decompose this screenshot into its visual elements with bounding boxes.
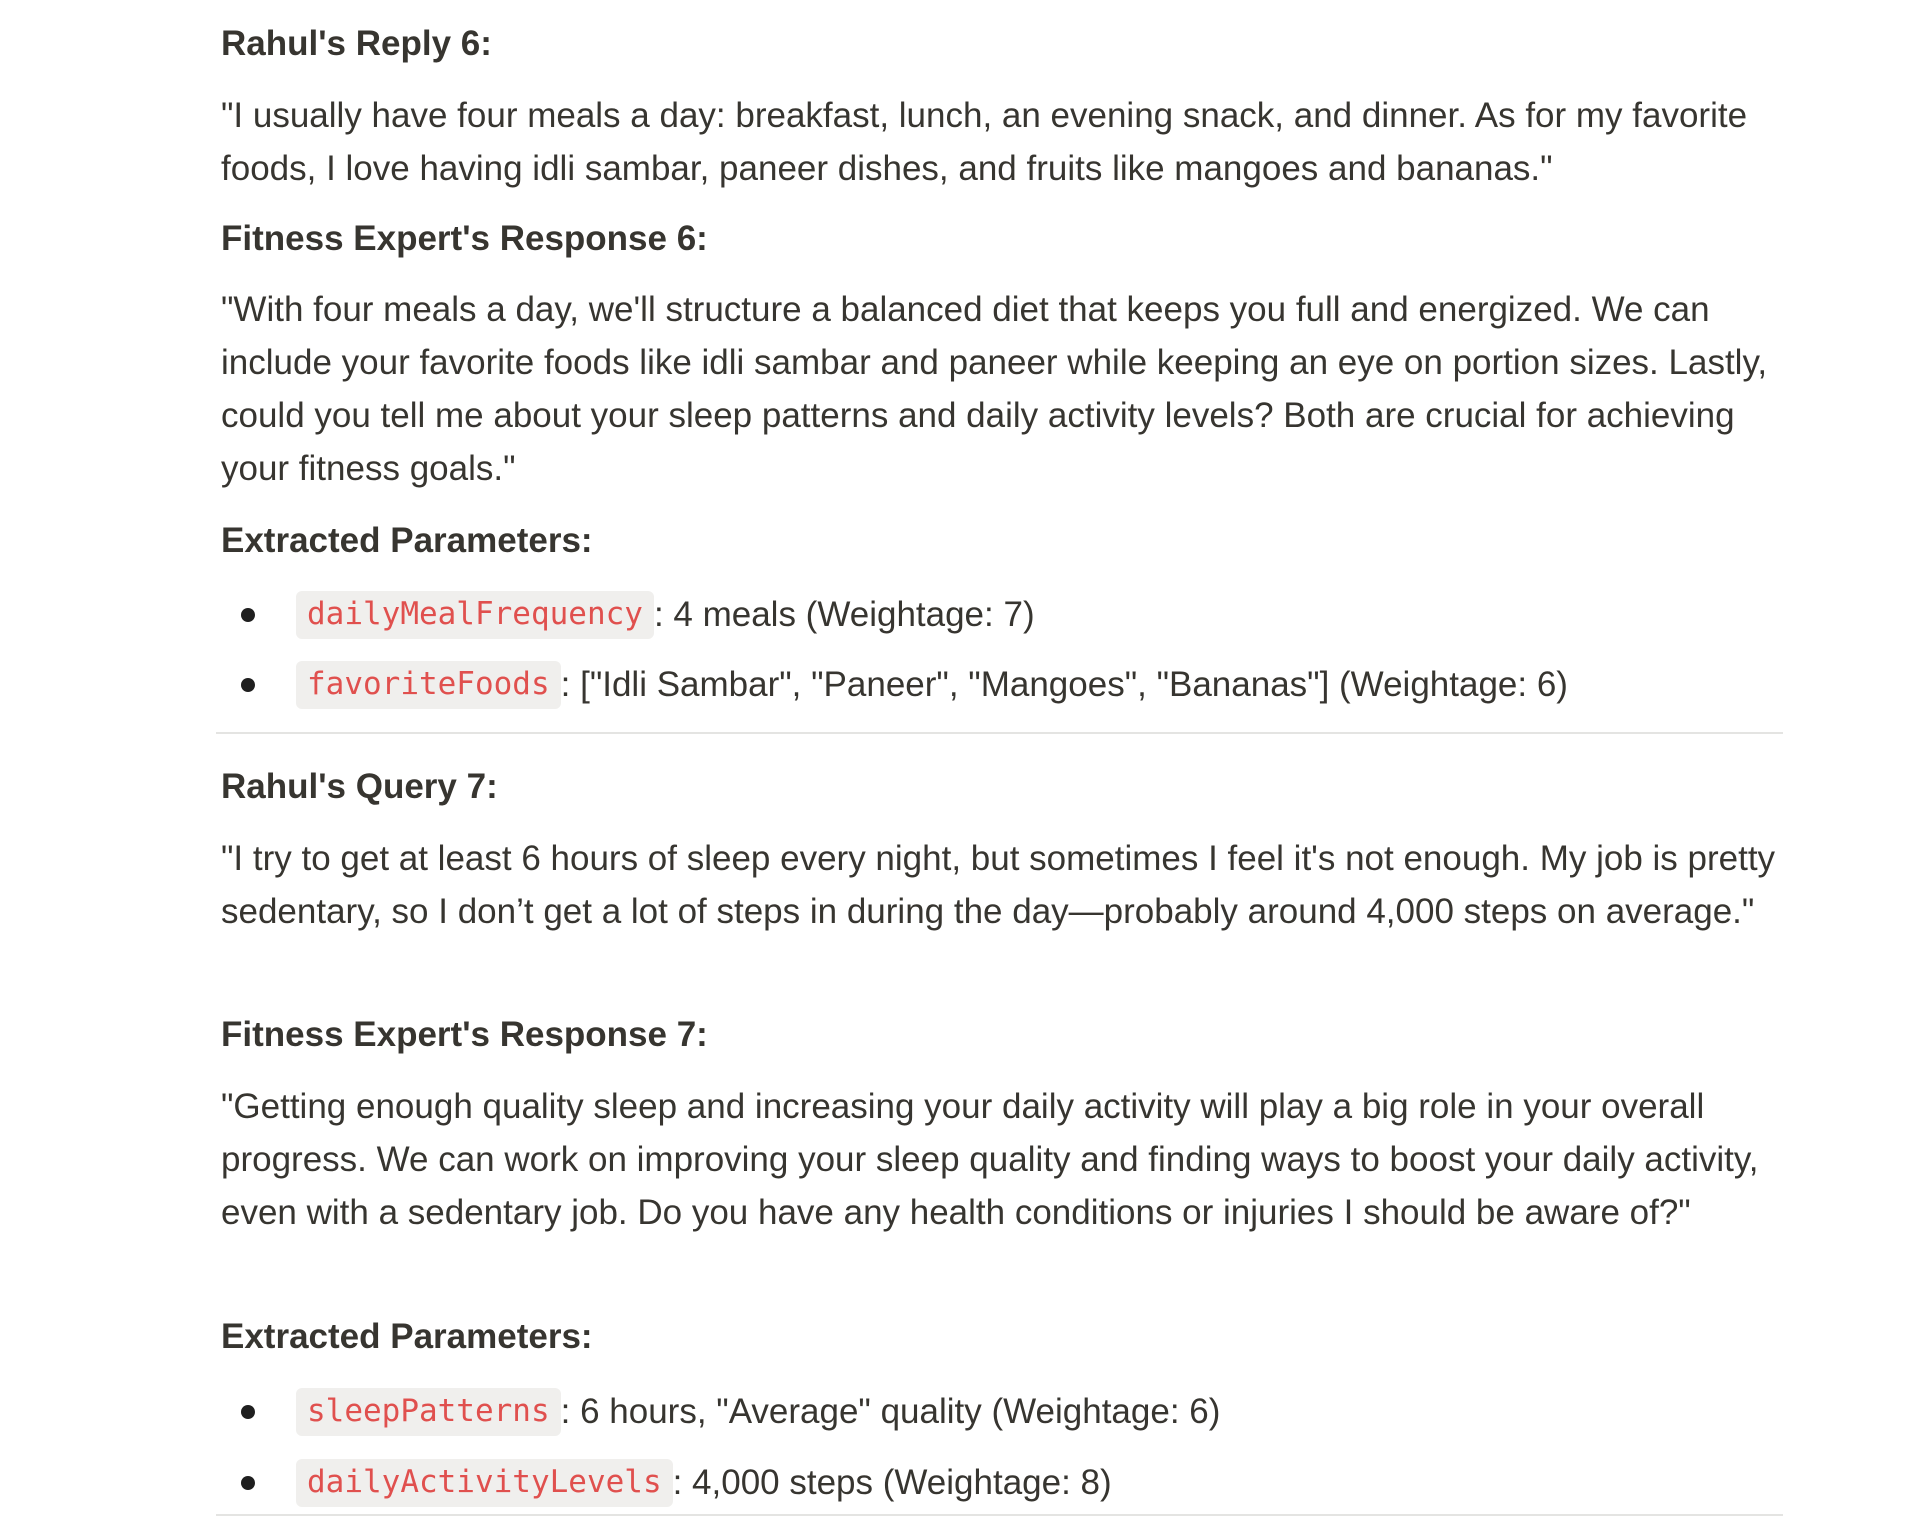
reply-6-heading: Rahul's Reply 6: <box>221 24 492 63</box>
query-7-heading: Rahul's Query 7: <box>221 767 498 806</box>
bullet-icon <box>241 678 255 692</box>
param-value: : 4 meals (Weightage: 7) <box>653 595 1035 634</box>
param-key-code: dailyMealFrequency <box>296 591 654 639</box>
param-key-code: sleepPatterns <box>296 1388 561 1436</box>
param-value: : ["Idli Sambar", "Paneer", "Mangoes", "Bananas"] (Weightage: 6) <box>560 665 1568 704</box>
response-6-text: "With four meals a day, we'll structure a balanced diet that keeps you full and energized. We can include your favorite foods like idli sambar and paneer while keeping an eye on portion sizes. Lastly, could you tell me about your sleep patterns and daily activity levels? Both are crucial for achieving your fitness goals." <box>221 290 1768 488</box>
param-value: : 4,000 steps (Weightage: 8) <box>672 1463 1112 1502</box>
bullet-icon <box>241 1476 255 1490</box>
bullet-icon <box>241 608 255 622</box>
param-list-item <box>221 659 1568 711</box>
query-7-text: "I try to get at least 6 hours of sleep every night, but sometimes I feel it's not enough. My job is pretty sedentary, so I don’t get a lot of steps in during the day—probably around 4,000 steps on average." <box>221 839 1776 931</box>
param-key-code: favoriteFoods <box>296 661 561 709</box>
param-list-item <box>221 1457 1112 1509</box>
response-7-text: "Getting enough quality sleep and increasing your daily activity will play a big role in your overall progress. We can work on improving your sleep quality and finding ways to boost your daily activity, even with a sedentary job. Do you have any health conditions or injuries I should be aware of?" <box>221 1087 1759 1232</box>
param-list-item <box>221 589 1035 641</box>
params-7-heading: Extracted Parameters: <box>221 1317 593 1356</box>
section-divider <box>216 732 1783 734</box>
param-key-code: dailyActivityLevels <box>296 1459 673 1507</box>
response-7-heading: Fitness Expert's Response 7: <box>221 1015 708 1054</box>
section-divider <box>216 1514 1783 1516</box>
param-value: : 6 hours, "Average" quality (Weightage: 6) <box>560 1392 1221 1431</box>
response-6-heading: Fitness Expert's Response 6: <box>221 219 708 258</box>
params-6-heading: Extracted Parameters: <box>221 521 593 560</box>
reply-6-text: "I usually have four meals a day: breakfast, lunch, an evening snack, and dinner. As for my favorite foods, I love having idli sambar, paneer dishes, and fruits like mangoes and bananas." <box>221 96 1748 188</box>
bullet-icon <box>241 1405 255 1419</box>
param-list-item <box>221 1386 1220 1438</box>
